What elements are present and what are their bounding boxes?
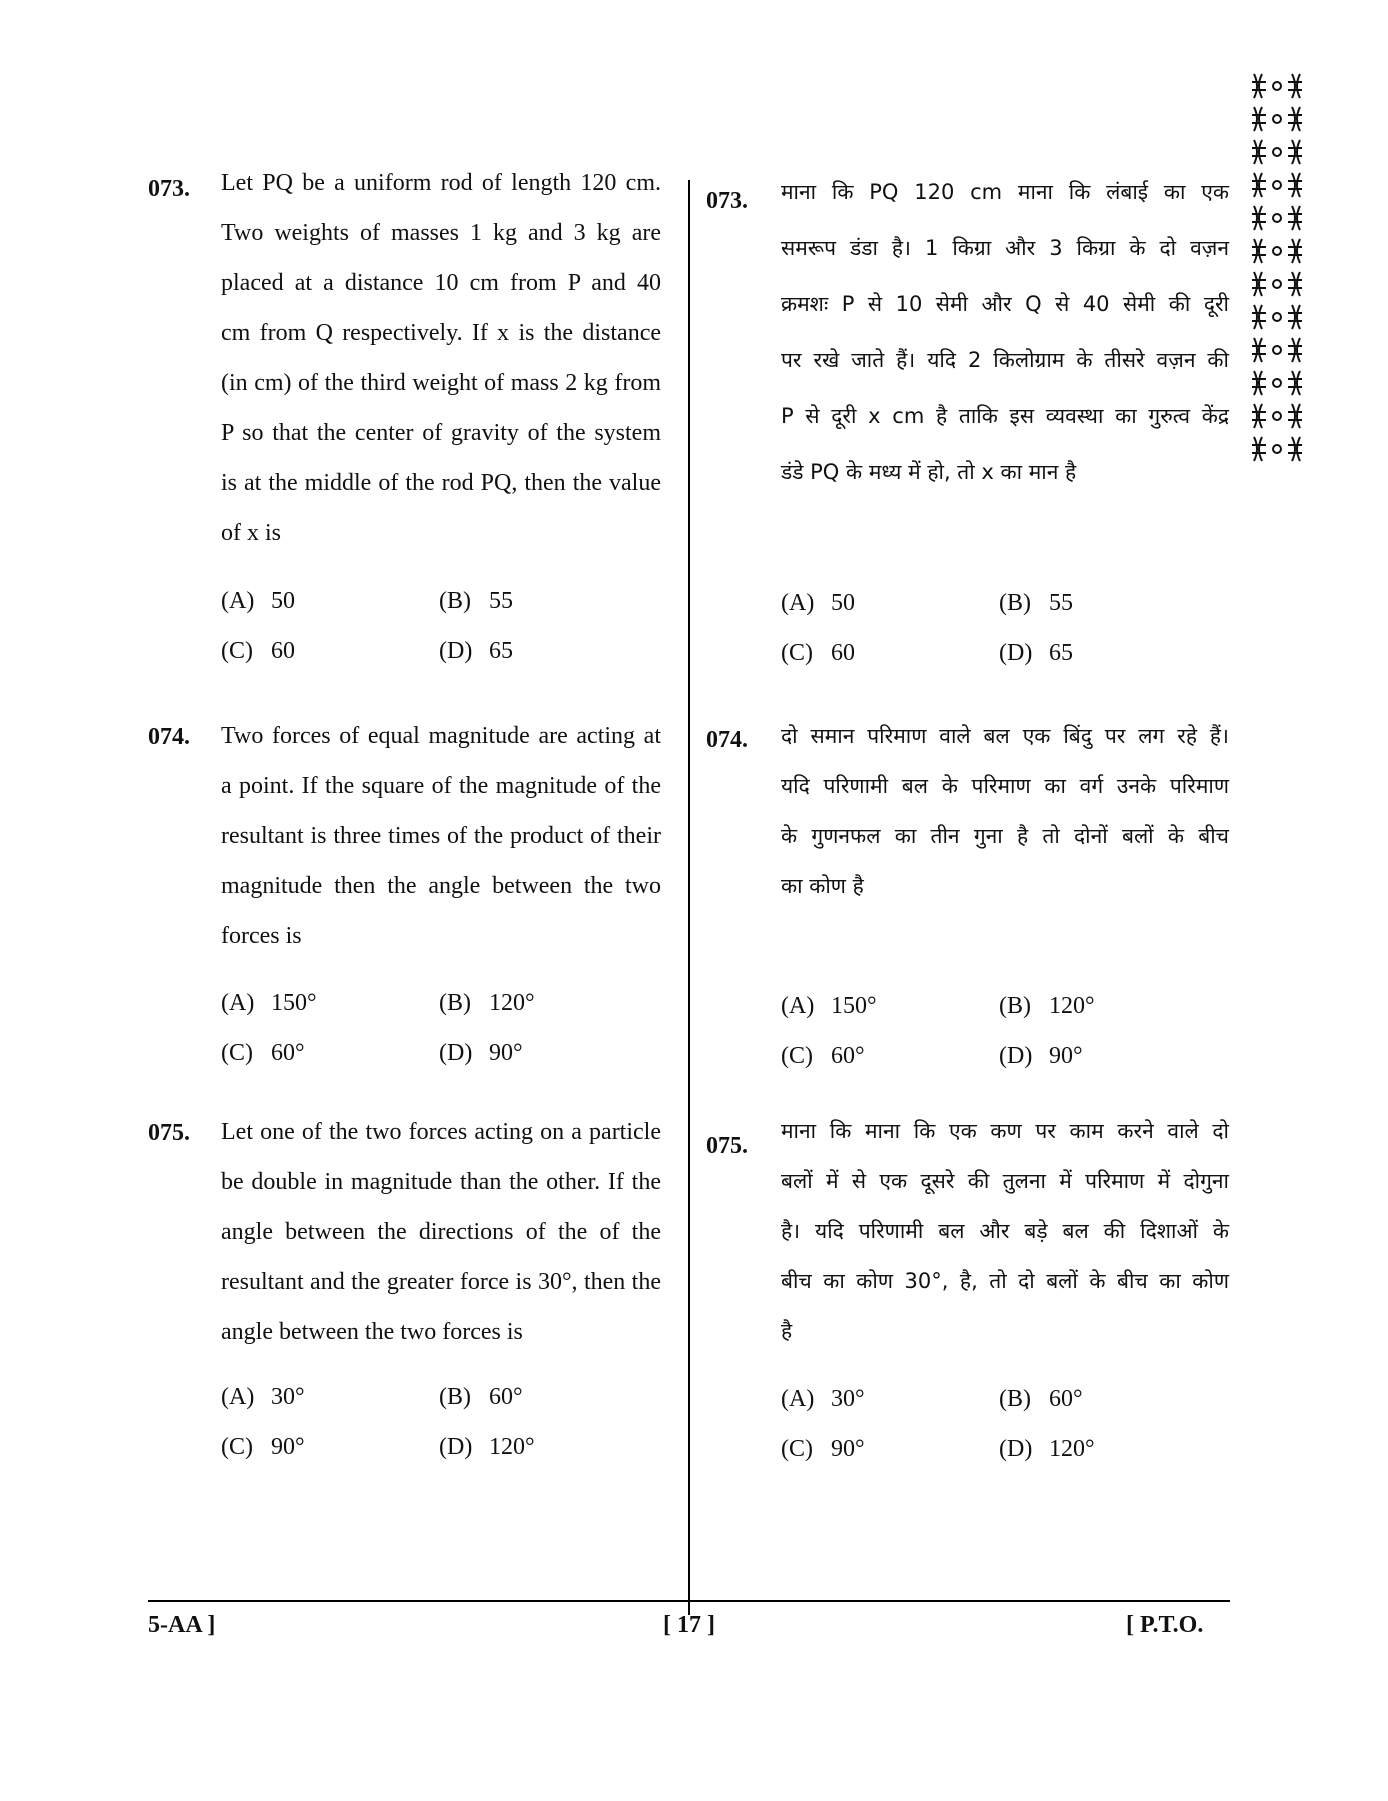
text-line: यदि परिणामी बल के परिमाण का वर्ग उनके परिमाण bbox=[781, 774, 1229, 798]
option-b bbox=[439, 1384, 523, 1411]
option-value: 60° bbox=[489, 1384, 523, 1410]
question-number: 074. bbox=[706, 727, 748, 753]
option-a bbox=[781, 993, 877, 1020]
option-b bbox=[999, 590, 1073, 617]
option-d bbox=[439, 638, 513, 665]
option-a bbox=[221, 990, 317, 1017]
text-line: Let one of the two forces acting on a particle bbox=[221, 1119, 661, 1145]
option-c bbox=[221, 638, 295, 665]
text-line: be double in magnitude than the other. If the bbox=[221, 1169, 661, 1195]
option-label: (A) bbox=[221, 1384, 255, 1410]
question-text bbox=[781, 711, 1229, 911]
option-c bbox=[781, 1436, 865, 1463]
text-line: (in cm) of the third weight of mass 2 kg from bbox=[221, 370, 661, 396]
option-d bbox=[439, 1040, 523, 1067]
option-d bbox=[439, 1434, 535, 1461]
option-value: 60° bbox=[271, 1040, 305, 1066]
question-number: 073. bbox=[706, 188, 748, 214]
question-number: 075. bbox=[706, 1133, 748, 1159]
option-a bbox=[221, 1384, 305, 1411]
option-label: (D) bbox=[439, 638, 473, 664]
option-value: 90° bbox=[489, 1040, 523, 1066]
booklet-code: 5-AA ] bbox=[148, 1612, 216, 1638]
option-c bbox=[221, 1040, 305, 1067]
option-d bbox=[999, 1436, 1095, 1463]
option-value: 90° bbox=[831, 1436, 865, 1462]
option-c bbox=[781, 1043, 865, 1070]
question-text bbox=[221, 1107, 661, 1357]
decorative-pattern-icon bbox=[1248, 70, 1306, 490]
question-number: 074. bbox=[148, 724, 190, 750]
option-a bbox=[781, 1386, 865, 1413]
text-line: is at the middle of the rod PQ, then the value bbox=[221, 470, 661, 496]
text-line: पर रखे जाते हैं। यदि 2 किलोग्राम के तीसरे वज़न की bbox=[781, 348, 1229, 372]
text-line: resultant is three times of the product of their bbox=[221, 823, 661, 849]
text-line: दो समान परिमाण वाले बल एक बिंदु पर लग रहे हैं। bbox=[781, 724, 1229, 748]
text-line: P so that the center of gravity of the system bbox=[221, 420, 661, 446]
option-label: (C) bbox=[781, 1043, 813, 1069]
option-label: (B) bbox=[999, 993, 1031, 1019]
option-label: (A) bbox=[781, 590, 815, 616]
option-value: 60 bbox=[271, 638, 295, 664]
option-c bbox=[221, 1434, 305, 1461]
option-label: (C) bbox=[221, 638, 253, 664]
text-line: P से दूरी x cm है ताकि इस व्यवस्था का गुरुत्व केंद्र bbox=[781, 404, 1229, 428]
text-line: है। यदि परिणामी बल और बड़े बल की दिशाओं के bbox=[781, 1219, 1229, 1243]
option-value: 30° bbox=[271, 1384, 305, 1410]
option-b bbox=[439, 990, 535, 1017]
option-value: 65 bbox=[1049, 640, 1073, 666]
text-line: forces is bbox=[221, 923, 302, 949]
text-line: a point. If the square of the magnitude of the bbox=[221, 773, 661, 799]
option-label: (B) bbox=[439, 990, 471, 1016]
option-value: 90° bbox=[271, 1434, 305, 1460]
footer-rule bbox=[148, 1600, 1230, 1602]
text-line: angle between the two forces is bbox=[221, 1319, 523, 1345]
question-text bbox=[781, 164, 1229, 500]
option-value: 150° bbox=[271, 990, 317, 1016]
text-line: माना कि PQ 120 cm माना कि लंबाई का एक bbox=[781, 180, 1229, 204]
option-label: (B) bbox=[999, 590, 1031, 616]
text-line: समरूप डंडा है। 1 किग्रा और 3 किग्रा के दो वज़न bbox=[781, 236, 1229, 260]
option-value: 150° bbox=[831, 993, 877, 1019]
option-b bbox=[439, 588, 513, 615]
option-value: 65 bbox=[489, 638, 513, 664]
text-line: माना कि माना कि एक कण पर काम करने वाले दो bbox=[781, 1119, 1229, 1143]
option-label: (D) bbox=[999, 1436, 1033, 1462]
text-line: के गुणनफल का तीन गुना है तो दोनों बलों के बीच bbox=[781, 824, 1229, 848]
text-line: बीच का कोण 30°, है, तो दो बलों के बीच का कोण bbox=[781, 1269, 1229, 1293]
option-b bbox=[999, 993, 1095, 1020]
column-divider bbox=[688, 180, 690, 1615]
option-label: (B) bbox=[439, 588, 471, 614]
option-value: 60° bbox=[1049, 1386, 1083, 1412]
text-line: Two weights of masses 1 kg and 3 kg are bbox=[221, 220, 661, 246]
option-label: (C) bbox=[221, 1434, 253, 1460]
option-value: 120° bbox=[1049, 993, 1095, 1019]
option-label: (C) bbox=[781, 640, 813, 666]
text-line: बलों में से एक दूसरे की तुलना में परिमाण में दोगुना bbox=[781, 1169, 1229, 1193]
text-line: Two forces of equal magnitude are acting at bbox=[221, 723, 661, 749]
text-line: Let PQ be a uniform rod of length 120 cm. bbox=[221, 170, 661, 196]
option-value: 55 bbox=[489, 588, 513, 614]
option-label: (A) bbox=[781, 993, 815, 1019]
option-c bbox=[781, 640, 855, 667]
option-value: 120° bbox=[1049, 1436, 1095, 1462]
option-value: 120° bbox=[489, 1434, 535, 1460]
text-line: placed at a distance 10 cm from P and 40 bbox=[221, 270, 661, 296]
option-label: (A) bbox=[221, 990, 255, 1016]
option-d bbox=[999, 1043, 1083, 1070]
option-d bbox=[999, 640, 1073, 667]
text-line: of x is bbox=[221, 520, 281, 546]
option-a bbox=[781, 590, 855, 617]
option-label: (D) bbox=[439, 1434, 473, 1460]
option-label: (D) bbox=[439, 1040, 473, 1066]
option-label: (C) bbox=[221, 1040, 253, 1066]
option-value: 30° bbox=[831, 1386, 865, 1412]
option-value: 120° bbox=[489, 990, 535, 1016]
question-text bbox=[221, 711, 661, 961]
text-line: magnitude then the angle between the two bbox=[221, 873, 661, 899]
option-b bbox=[999, 1386, 1083, 1413]
option-value: 60° bbox=[831, 1043, 865, 1069]
option-value: 55 bbox=[1049, 590, 1073, 616]
option-label: (A) bbox=[221, 588, 255, 614]
please-turn-over: [ P.T.O. bbox=[1126, 1612, 1204, 1638]
option-label: (D) bbox=[999, 640, 1033, 666]
text-line: का कोण है bbox=[781, 874, 864, 898]
option-label: (A) bbox=[781, 1386, 815, 1412]
text-line: क्रमशः P से 10 सेमी और Q से 40 सेमी की दूरी bbox=[781, 292, 1229, 316]
text-line: resultant and the greater force is 30°, then the bbox=[221, 1269, 661, 1295]
text-line: है bbox=[781, 1319, 793, 1343]
option-label: (D) bbox=[999, 1043, 1033, 1069]
text-line: angle between the directions of the of the bbox=[221, 1219, 661, 1245]
option-value: 60 bbox=[831, 640, 855, 666]
option-value: 50 bbox=[831, 590, 855, 616]
question-text bbox=[221, 158, 661, 558]
option-label: (C) bbox=[781, 1436, 813, 1462]
question-number: 075. bbox=[148, 1120, 190, 1146]
question-text bbox=[781, 1106, 1229, 1356]
page-number: [ 17 ] bbox=[663, 1612, 715, 1638]
text-line: cm from Q respectively. If x is the distance bbox=[221, 320, 661, 346]
option-label: (B) bbox=[439, 1384, 471, 1410]
option-value: 90° bbox=[1049, 1043, 1083, 1069]
option-a bbox=[221, 588, 295, 615]
text-line: डंडे PQ के मध्य में हो, तो x का मान है bbox=[781, 460, 1077, 484]
question-number: 073. bbox=[148, 176, 190, 202]
option-label: (B) bbox=[999, 1386, 1031, 1412]
option-value: 50 bbox=[271, 588, 295, 614]
